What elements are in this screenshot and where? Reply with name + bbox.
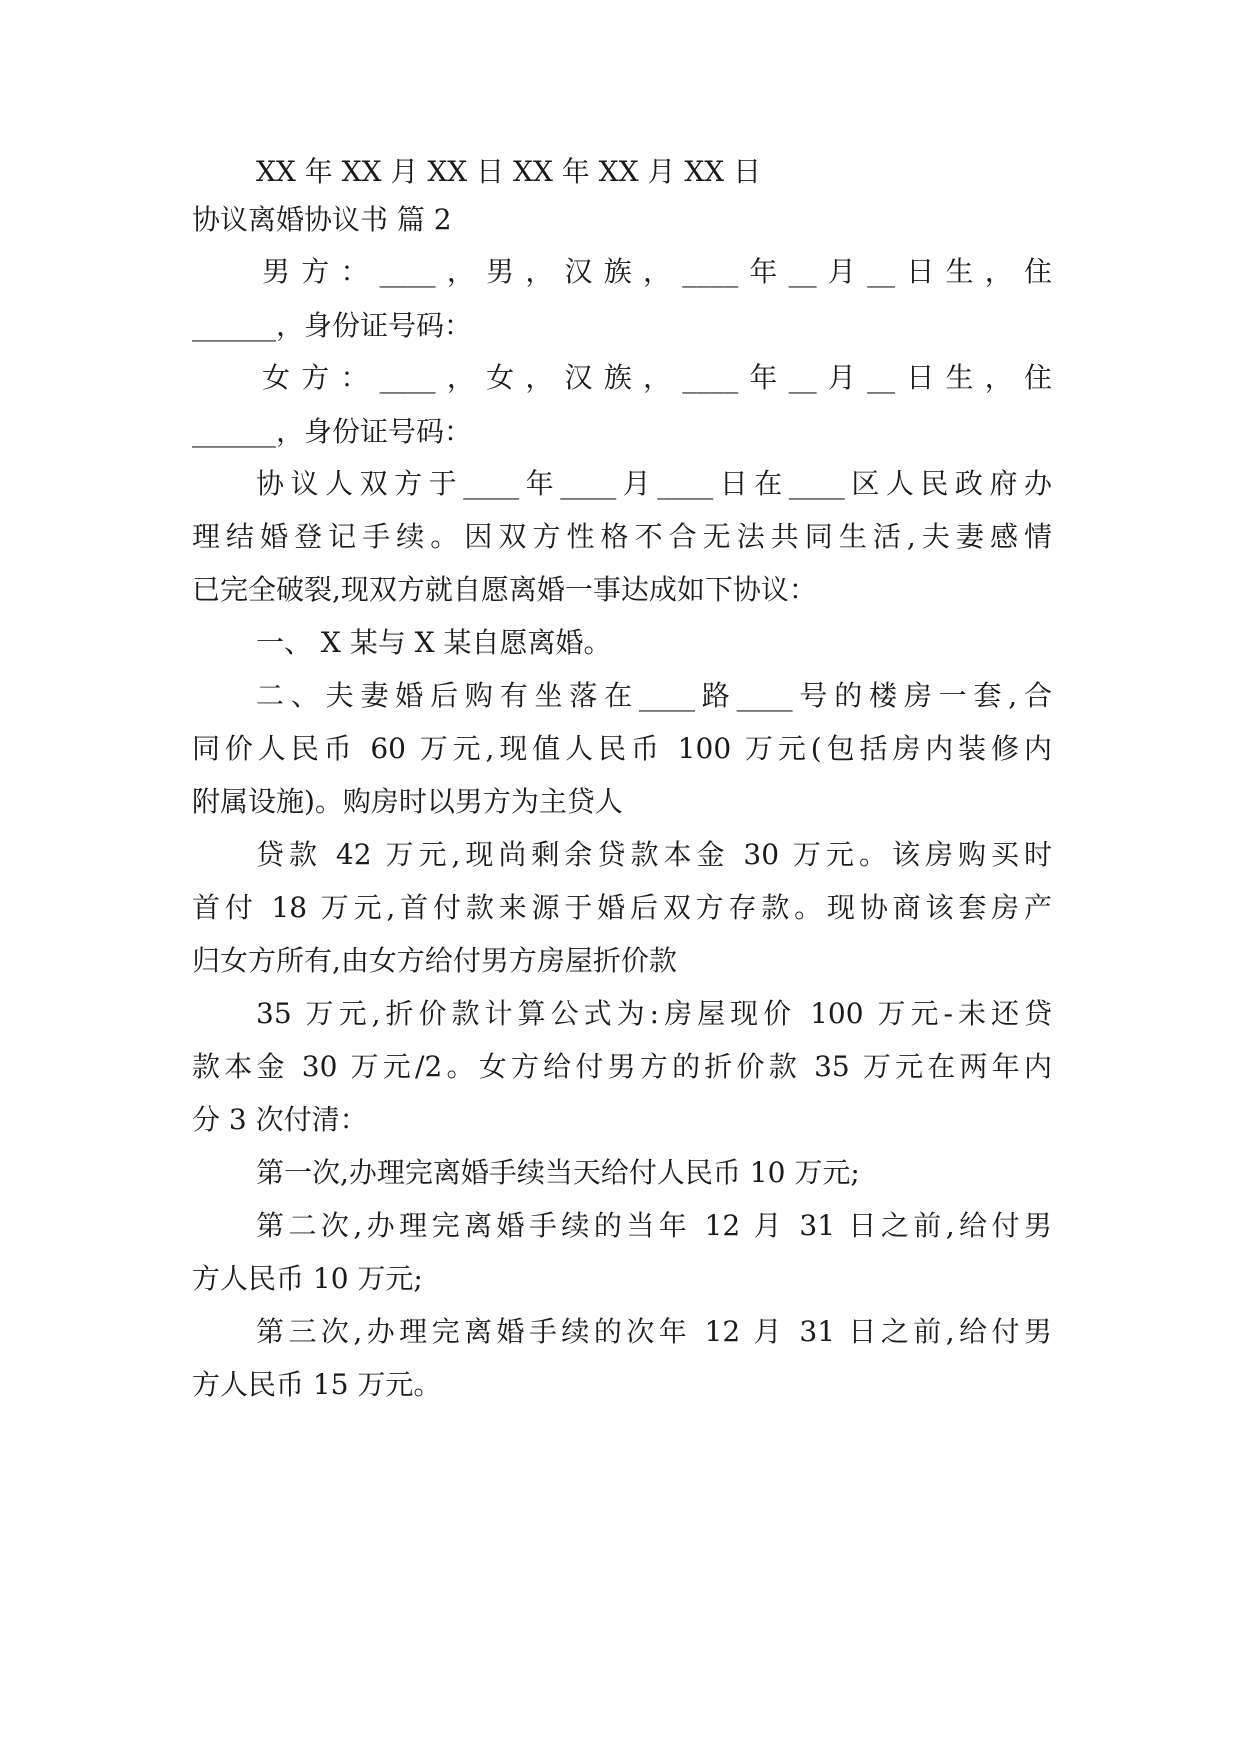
- female-info-line-2: ______，身份证号码：: [192, 415, 473, 448]
- clause-two-line: 同价人民币 60 万元,现值人民币 100 万元(包括房内装修内: [192, 732, 1052, 765]
- payment-second-line: 第二次,办理完离婚手续的当年 12 月 31 日之前,给付男: [256, 1209, 1052, 1242]
- loan-paragraph-line: 贷款 42 万元,现尚剩余贷款本金 30 万元。该房购买时: [256, 838, 1052, 871]
- price-paragraph-line: 款本金 30 万元/2。女方给付男方的折价款 35 万元在两年内: [192, 1050, 1052, 1083]
- loan-paragraph-line: 归女方所有,由女方给付男方房屋折价款: [192, 944, 677, 977]
- payment-first: 第一次,办理完离婚手续当天给付人民币 10 万元;: [256, 1156, 860, 1189]
- clause-two-line: 附属设施)。购房时以男方为主贷人: [192, 785, 623, 818]
- payment-second-line: 方人民币 10 万元;: [192, 1262, 423, 1295]
- paragraph-line: 协议人双方于____年____月____日在____区人民政府办: [256, 467, 1052, 500]
- date-line: XX 年 XX 月 XX 日 XX 年 XX 月 XX 日: [256, 155, 762, 188]
- payment-third-line: 方人民币 15 万元。: [192, 1368, 442, 1401]
- female-info-line-1: 女方：____，女，汉族，____年__月__日生，住: [262, 361, 1052, 394]
- paragraph-line: 理结婚登记手续。因双方性格不合无法共同生活,夫妻感情: [192, 520, 1052, 553]
- loan-paragraph-line: 首付 18 万元,首付款来源于婚后双方存款。现协商该套房产: [192, 891, 1052, 924]
- price-paragraph-line: 分 3 次付清：: [192, 1103, 368, 1136]
- male-info-line-1: 男方：____，男，汉族，____年__月__日生，住: [262, 255, 1052, 288]
- paragraph-line: 已完全破裂,现双方就自愿离婚一事达成如下协议：: [192, 573, 817, 606]
- price-paragraph-line: 35 万元,折价款计算公式为:房屋现价 100 万元-未还贷: [256, 997, 1052, 1030]
- male-info-line-2: ______，身份证号码：: [192, 309, 473, 342]
- section-title: 协议离婚协议书 篇 2: [192, 203, 452, 236]
- payment-third-line: 第三次,办理完离婚手续的次年 12 月 31 日之前,给付男: [256, 1315, 1052, 1348]
- clause-two-line: 二、夫妻婚后购有坐落在____路____号的楼房一套,合: [256, 679, 1052, 712]
- clause-one: 一、 X 某与 X 某自愿离婚。: [256, 626, 612, 659]
